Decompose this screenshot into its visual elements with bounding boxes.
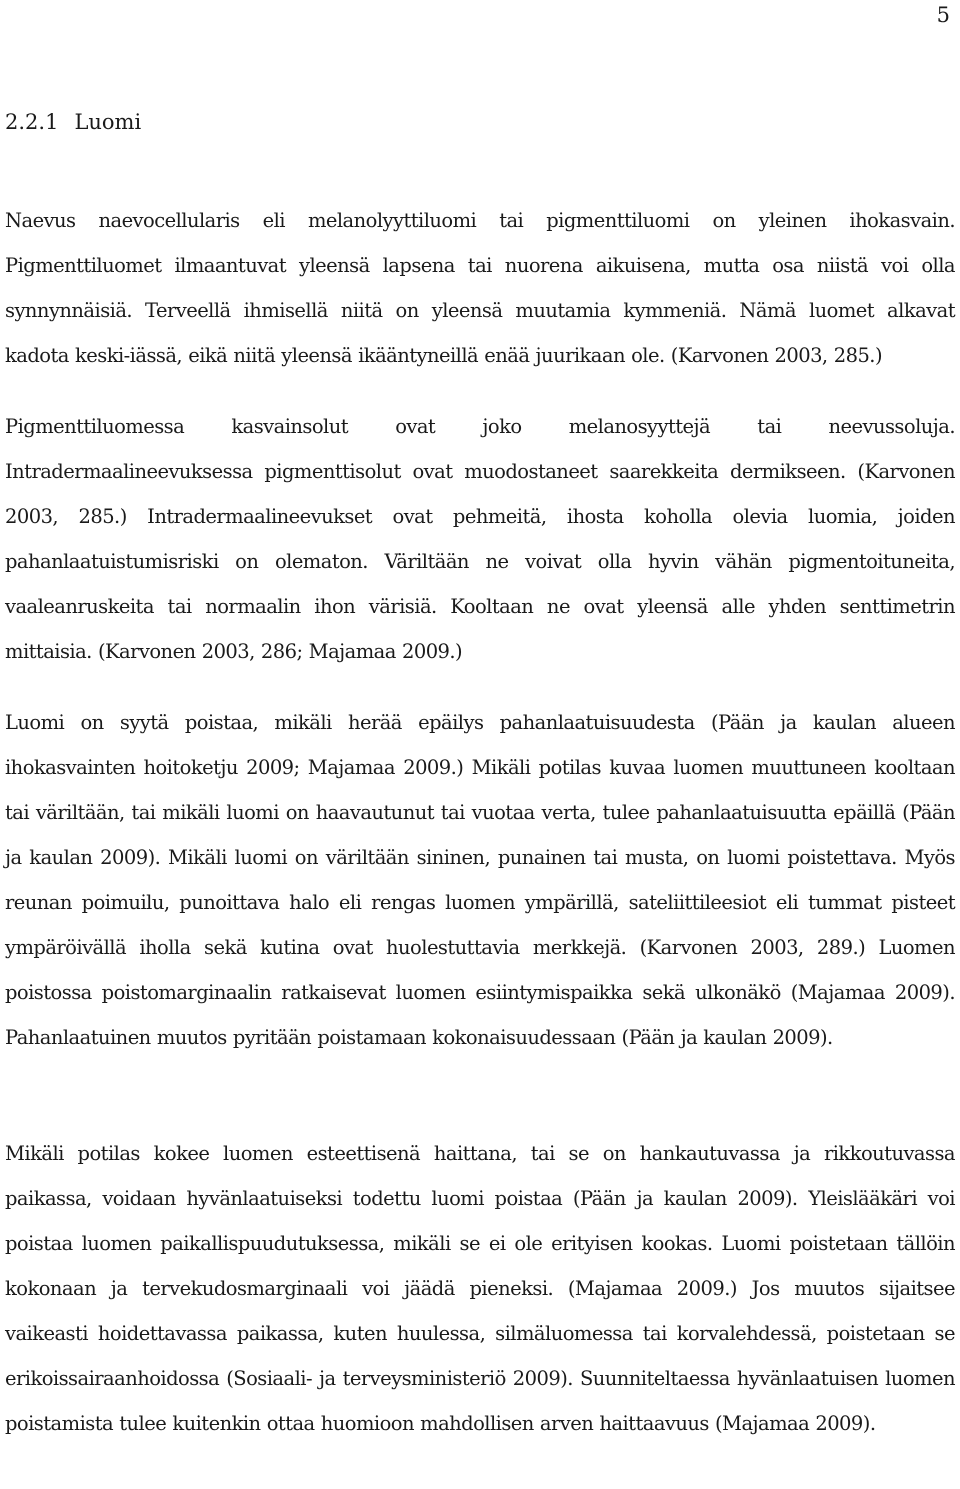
section-number: 2.2.1	[5, 110, 59, 134]
paragraph-benign-removal: Mikäli potilas kokee luomen esteettisenä haittana, tai se on hankautuvassa ja rikkoutuvassa paikassa, voidaan hyvänlaatuiseksi todettu luomi poistaa (Pään ja kaulan 2009). Yleislääkäri voi poistaa luomen paikallispuudutuksessa, mikäli se ei ole erityisen kookas. Luomi poistetaan tällöin kokonaan ja tervekudosmarginaali voi jäädä pieneksi. (Majamaa 2009.) Jos muutos sijaitsee vaikeasti hoidettavassa paikassa, kuten huulessa, silmäluomessa tai korvalehdessä, poistetaan se erikoissairaanhoidossa (Sosiaali- ja terveysministeriö 2009). Suunniteltaessa hyvänlaatuisen luomen poistamista tulee kuitenkin ottaa huomioon mahdollisen arven haittaavuus (Majamaa 2009).	[5, 1142, 955, 1435]
page-number: 5	[936, 3, 950, 27]
paragraph-pigment-cells: Pigmenttiluomessa kasvainsolut ovat joko melanosyyttejä tai neevussoluja. Intradermaalineevuksessa pigmenttisolut ovat muodostaneet saarekkeita dermikseen. (Karvonen 2003, 285.) Intradermaalineevukset ovat pehmeitä, ihosta koholla olevia luomia, joiden pahanlaatuistumisriski on olematon. Väriltään ne voivat olla hyvin vähän pigmentoituneita, vaaleanruskeita tai normaalin ihon värisiä. Kooltaan ne ovat yleensä alle yhden senttimetrin mittaisia. (Karvonen 2003, 286; Majamaa 2009.)	[5, 415, 955, 663]
paragraph-removal-indications: Luomi on syytä poistaa, mikäli herää epäilys pahanlaatuisuudesta (Pään ja kaulan alueen ihokasvainten hoitoketju 2009; Majamaa 2009.) Mikäli potilas kuvaa luomen muuttuneen kooltaan tai väriltään, tai mikäli luomi on haavautunut tai vuotaa verta, tulee pahanlaatuisuutta epäillä (Pään ja kaulan 2009). Mikäli luomi on väriltään sininen, punainen tai musta, on luomi poistettava. Myös reunan poimuilu, punoittava halo eli rengas luomen ympärillä, sateliittileesiot eli tummat pisteet ympäröivällä iholla sekä kutina ovat huolestuttavia merkkejä. (Karvonen 2003, 289.) Luomen poistossa poistomarginaalin ratkaisevat luomen esiintymispaikka sekä ulkonäkö (Majamaa 2009). Pahanlaatuinen muutos pyritään poistamaan kokonaisuudessaan (Pään ja kaulan 2009).	[5, 711, 955, 1049]
section-heading	[5, 108, 141, 136]
paragraph-naevus-definition: Naevus naevocellularis eli melanolyyttiluomi tai pigmenttiluomi on yleinen ihokasvain. Pigmenttiluomet ilmaantuvat yleensä lapsena tai nuorena aikuisena, mutta osa niistä voi olla synnynnäisiä. Terveellä ihmisellä niitä on yleensä muutamia kymmeniä. Nämä luomet alkavat kadota keski-iässä, eikä niitä yleensä ikääntyneillä enää juurikaan ole. (Karvonen 2003, 285.)	[5, 209, 955, 367]
section-title: Luomi	[74, 110, 142, 134]
